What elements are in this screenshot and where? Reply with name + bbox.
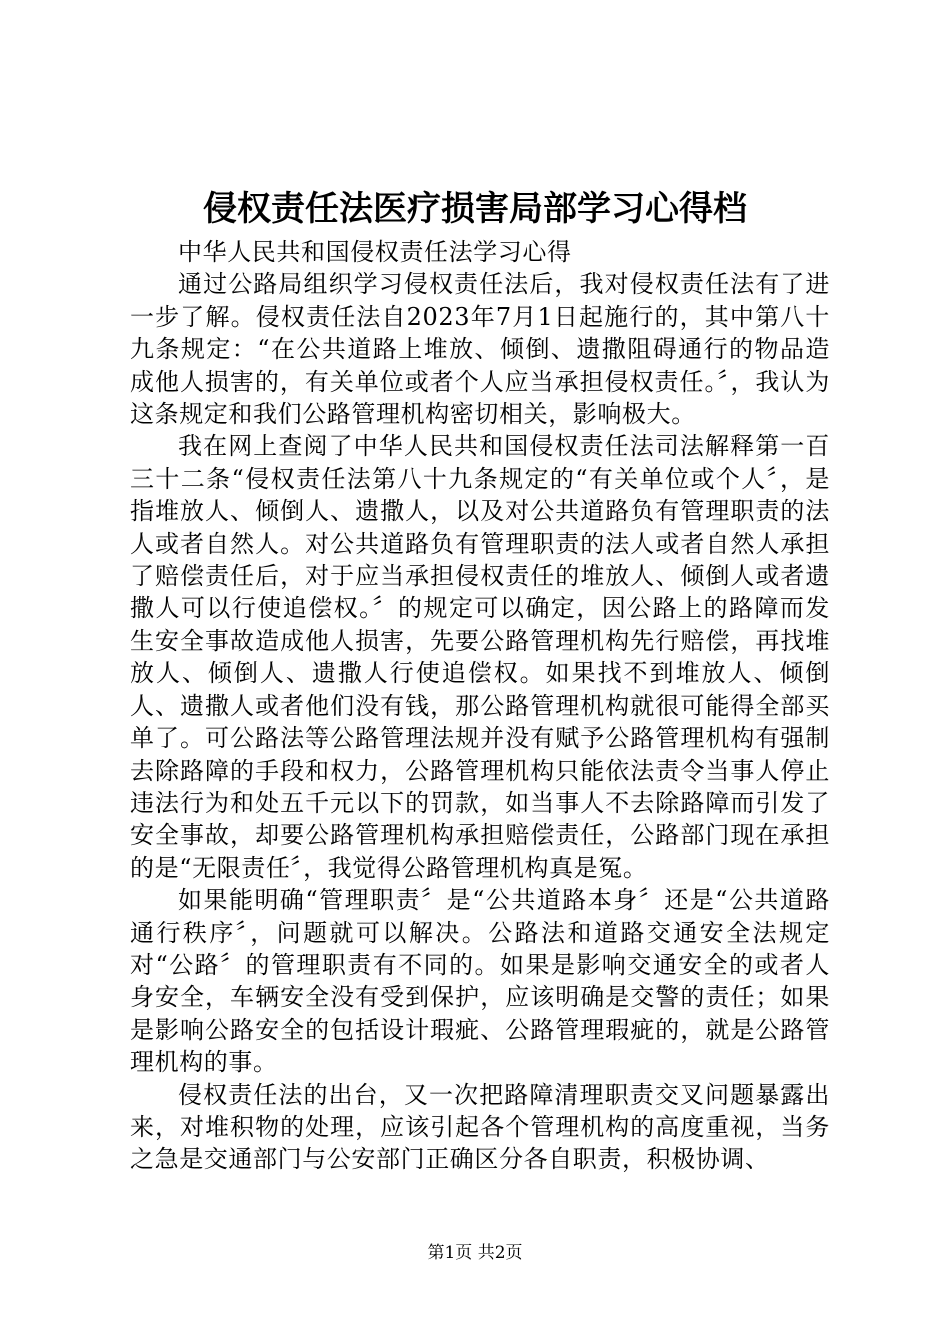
paragraph-4: 侵权责任法的出台，又一次把路障清理职责交叉问题暴露出来，对堆积物的处理，应该引起各个管理机构的高度重视，当务之急是交通部门与公安部门正确区分各自职责，积极协调、 bbox=[130, 1080, 830, 1174]
document-body bbox=[130, 236, 830, 1176]
page-footer: 第1页 共2页 bbox=[427, 1243, 523, 1263]
paragraph-subtitle: 中华人民共和国侵权责任法学习心得 bbox=[178, 238, 572, 266]
paragraph-2: 我在网上查阅了中华人民共和国侵权责任法司法解释第一百三十二条“侵权责任法第八十九条规定的“有关单位或个人〞，是指堆放人、倾倒人、遗撒人，以及对公共道路负有管理职责的法人或者自然人。对公共道路负有管理职责的法人或者自然人承担了赔偿责任后，对于应当承担侵权责任的堆放人、倾倒人或者遗撒人可以行使追偿权。〞的规定可以确定，因公路上的路障而发生安全事故造成他人损害，先要公路管理机构先行赔偿，再找堆放人、倾倒人、遗撒人行使追偿权。如果找不到堆放人、倾倒人、遗撒人或者他们没有钱，那公路管理机构就很可能得全部买单了。可公路法等公路管理法规并没有赋予公路管理机构有强制去除路障的手段和权力，公路管理机构只能依法责令当事人停止违法行为和处五千元以下的罚款，如当事人不去除路障而引发了安全事故，却要公路管理机构承担赔偿责任，公路部门现在承担的是“无限责任〞，我觉得公路管理机构真是冤。 bbox=[130, 432, 830, 882]
paragraph-1: 通过公路局组织学习侵权责任法后，我对侵权责任法有了进一步了解。侵权责任法自2023年7月1日起施行的，其中第八十九条规定：“在公共道路上堆放、倾倒、遗撒阻碍通行的物品造成他人损害的，有关单位或者个人应当承担侵权责任。〞，我认为这条规定和我们公路管理机构密切相关，影响极大。 bbox=[130, 270, 830, 429]
paragraph-3: 如果能明确“管理职责〞是“公共道路本身〞还是“公共道路通行秩序〞，问题就可以解决。公路法和道路交通安全法规定对“公路〞的管理职责有不同的。如果是影响交通安全的或者人身安全，车辆安全没有受到保护，应该明确是交警的责任；如果是影响公路安全的包括设计瑕疵、公路管理瑕疵的，就是公路管理机构的事。 bbox=[130, 886, 830, 1077]
document-title: 侵权责任法医疗损害局部学习心得档 bbox=[203, 189, 747, 229]
